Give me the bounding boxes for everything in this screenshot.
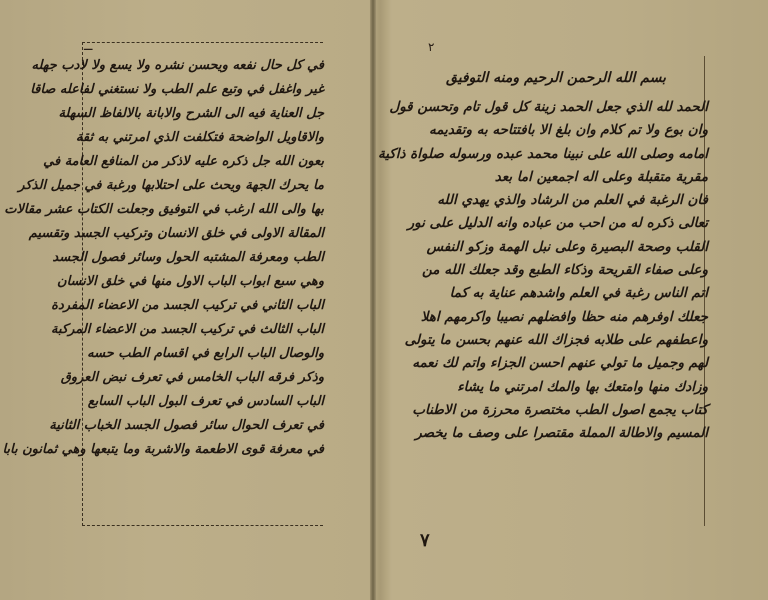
left-line: ﺍﻟﺒﺎﺏ ﺍﻟﺜﺎﻧﻲ ﻓﻲ ﺗﺮﻛﻴﺐ ﺍﻟﺠﺴﺪ ﻣﻦ ﺍﻻﻋﻀﺎﺀ ﺍﻟﻤﻔﺮﺩﺓ bbox=[51, 298, 324, 313]
left-line: ﻏﻴﺮ ﻭﺍﻏﻔﻞ ﻓﻲ ﻭﺗﻴﻊ ﻋﻠﻢ ﺍﻟﻄﺐ ﻭﻻ ﻧﺴﺘﻐﻨﻲ ﻟﻔﺎﻋﻠﻪ ﺻﺎﻗﺎ bbox=[30, 82, 324, 97]
left-line: ﺑﻬﺎ ﻭﺍﻟﻰ ﺍﻟﻠﻪ ﺍﺭﻏﺐ ﻓﻲ ﺍﻟﺘﻮﻓﻴﻖ ﻭﺟﻌﻠﺖ ﺍﻟﻜﺘﺎﺏ ﻋﺸﺮ ﻣﻘﺎﻻﺕ bbox=[4, 202, 324, 217]
left-line: ﺟﻞ ﺍﻟﻌﻨﺎﻳﺔ ﻓﻴﻪ ﺍﻟﻰ ﺍﻟﺸﺮﺡ ﻭﺍﻻﺑﺎﻧﺔ ﺑﺎﻻﻟﻔﺎﻅ ﺍﻟﺴﻬﻠﺔ bbox=[58, 106, 324, 121]
left-line: ﻭﺍﻟﻮﺻﺎﻝ ﺍﻟﺒﺎﺏ ﺍﻟﺮﺍﺑﻊ ﻓﻲ ﺍﻗﺴﺎﻡ ﺍﻟﻄﺐ ﺣﺴﻪ bbox=[87, 346, 324, 361]
right-line: ﻭﺯﺍﺩﻙ ﻣﻨﻬﺎ ﻭﺍﻣﺘﻌﻚ ﺑﻬﺎ ﻭﺍﻟﻤﻚ ﺍﻣﺮﺗﻨﻲ ﻣﺎ ﻳﺸﺎﺀ bbox=[457, 378, 708, 395]
right-line: ﻛﺘﺎﺏ ﻳﺠﻤﻊ ﺍﺻﻮﻝ ﺍﻟﻄﺐ ﻣﺨﺘﺼﺮﺓ ﻣﺤﺮﺯﺓ ﻣﻦ ﺍﻻﻃﻨﺎﺏ bbox=[412, 401, 708, 418]
left-line: ﺍﻟﻤﻘﺎﻟﺔ ﺍﻻﻭﻟﻰ ﻓﻲ ﺧﻠﻖ ﺍﻻﻧﺴﺎﻥ ﻭﺗﺮﻛﻴﺐ ﺍﻟﺠﺴﺪ ﻭﺗﻘﺴﻴﻢ bbox=[28, 226, 324, 241]
left-text-block bbox=[2, 54, 324, 462]
right-page bbox=[376, 0, 768, 600]
left-line: ﻣﺎ ﻳﺤﺮﻙ ﺍﻟﺠﻬﺔ ﻭﻳﺤﺚ ﻋﻠﻰ ﺍﺣﺘﻼﺑﻬﺎ ﻭﺭﻏﺒﺔ ﻓﻲ ﺟﻤﻴﻞ ﺍﻟﺬﻛﺮ bbox=[18, 178, 324, 193]
left-line: ﻭﻫﻲ ﺳﺒﻊ ﺍﺑﻮﺍﺏ ﺍﻟﺒﺎﺏ ﺍﻻﻭﻝ ﻣﻨﻬﺎ ﻓﻲ ﺧﻠﻖ ﺍﻻﻧﺴﺎﻥ bbox=[57, 274, 324, 289]
left-line: ﺑﻌﻮﻥ ﺍﻟﻠﻪ ﺟﻞ ﺫﻛﺮﻩ ﻋﻠﻴﻪ ﻻﺫﻛﺮ ﻣﻦ ﺍﻟﻤﻨﺎﻓﻊ ﺍﻟﻌﺎﻣﺔ ﻓﻲ bbox=[43, 154, 324, 169]
corner-mark: ـ bbox=[84, 38, 93, 54]
left-line: ﺍﻟﺒﺎﺏ ﺍﻟﺜﺎﻟﺚ ﻓﻲ ﺗﺮﻛﻴﺐ ﺍﻟﺠﺴﺪ ﻣﻦ ﺍﻻﻋﻀﺎﺀ ﺍﻟﻤﺮﻛﺒﺔ bbox=[51, 322, 324, 337]
page-number: ٧ bbox=[420, 530, 430, 551]
left-page bbox=[0, 0, 370, 600]
top-mark: ٢ bbox=[428, 40, 435, 54]
left-line: ﻓﻲ ﻣﻌﺮﻓﺔ ﻗﻮﻯ ﺍﻻﻃﻌﻤﺔ ﻭﺍﻻﺷﺮﺑﺔ ﻭﻣﺎ ﻳﺘﺒﻌﻬﺎ ﻭﻫﻲ ﺛﻤﺎﻧﻮﻥ ﺑﺎﺑﺎ bbox=[2, 442, 324, 457]
right-line: ﺍﻟﺤﻤﺪ ﻟﻠﻪ ﺍﻟﺬﻱ ﺟﻌﻞ ﺍﻟﺤﻤﺪ ﺯﻳﻨﺔ ﻛﻞ ﻗﻮﻝ ﺗﺎﻡ ﻭﺗﺤﺴﻦ ﻗﻮﻝ bbox=[389, 99, 708, 115]
right-line: ﺍﺗﻢ ﺍﻟﻨﺎﺱ ﺭﻏﺒﺔ ﻓﻲ ﺍﻟﻌﻠﻢ ﻭﺍﺷﺪﻫﻢ ﻋﻨﺎﻳﺔ ﺑﻪ ﻛﻤﺎ bbox=[449, 285, 708, 302]
right-line: ﻭﺍﻥ ﺑﻮﻉ ﻭﻻ ﺗﻢ ﻛﻼﻡ ﻭﺍﻥ ﺑﻠﻎ ﺍﻻ ﺑﺎﻓﺘﺘﺎﺣﻪ ﺑﻪ ﻭﺗﻘﺪﻳﻤﻪ bbox=[429, 122, 708, 139]
right-text-block bbox=[377, 96, 708, 445]
right-line: ﻭﻋﻠﻰ ﺻﻔﺎﺀ ﺍﻟﻘﺮﻳﺤﺔ ﻭﺫﻛﺎﺀ ﺍﻟﻄﺒﻊ ﻭﻗﺪ ﺟﻌﻠﻚ ﺍﻟﻠﻪ ﻣﻦ bbox=[422, 262, 708, 279]
right-line: ﺍﻣﺎﻣﻪ ﻭﺻﻠﻰ ﺍﻟﻠﻪ ﻋﻠﻰ ﻧﺒﻴﻨﺎ ﻣﺤﻤﺪ ﻋﺒﺪﻩ ﻭﺭﺳﻮﻟﻪ ﺻﻠﻮﺍﺓ ﺫﺍﻛﻴﺔ bbox=[377, 145, 708, 162]
right-line: ﺗﻌﺎﻟﻰ ﺫﻛﺮﻩ ﻟﻪ ﻣﻦ ﺍﺣﺐ ﻣﻦ ﻋﺒﺎﺩﻩ ﻭﺍﻧﻪ ﺍﻟﺪﻟﻴﻞ ﻋﻠﻰ ﻧﻮﺭ bbox=[407, 215, 708, 232]
left-line: ﻓﻲ ﺗﻌﺮﻑ ﺍﻟﺤﻮﺍﻝ ﺳﺎﺋﺮ ﻓﺼﻮﻝ ﺍﻟﺠﺴﺪ ﺍﻟﺨﺒﺎﺏ ﺍﻟﺜﺎﻧﻴﺔ bbox=[49, 418, 324, 433]
left-line: ﻓﻲ ﻛﻞ ﺣﺎﻝ ﻧﻔﻌﻪ ﻭﻳﺤﺴﻦ ﻧﺸﺮﻩ ﻭﻻ ﻳﺴﻊ ﻭﻻ ﻻﺩﺏ ﺟﻬﻠﻪ bbox=[31, 58, 324, 73]
left-line: ﻭﺫﻛﺮ ﻓﺮﻗﻪ ﺍﻟﺒﺎﺏ ﺍﻟﺨﺎﻣﺲ ﻓﻲ ﺗﻌﺮﻑ ﻧﺒﺾ ﺍﻟﻌﺮﻭﻕ bbox=[60, 370, 324, 385]
basmala-heading: ﺑﺴﻢ ﺍﻟﻠﻪ ﺍﻟﺮﺣﻤﻦ ﺍﻟﺮﺣﻴﻢ ﻭﻣﻨﻪ ﺍﻟﺘﻮﻓﻴﻖ bbox=[446, 70, 666, 86]
right-line: ﻓﺎﻥ ﺍﻟﺮﻏﺒﺔ ﻓﻲ ﺍﻟﻌﻠﻢ ﻣﻦ ﺍﻟﺮﺷﺎﺩ ﻭﺍﻟﺬﻱ ﻳﻬﺪﻱ ﺍﻟﻠﻪ bbox=[437, 192, 708, 209]
right-line: ﺍﻟﻘﻠﺐ ﻭﺻﺤﺔ ﺍﻟﺒﺼﻴﺮﺓ ﻭﻋﻠﻰ ﻧﺒﻞ ﺍﻟﻬﻤﺔ ﻭﺯﻛﻮ ﺍﻟﻨﻔﺲ bbox=[426, 238, 708, 255]
right-line: ﻟﻬﻢ ﻭﺟﻤﻴﻞ ﻣﺎ ﺗﻮﻟﻲ ﻋﻨﻬﻢ ﺍﺣﺴﻦ ﺍﻟﺠﺰﺍﺀ ﻭﺍﺗﻢ ﻟﻚ ﻧﻌﻤﻪ bbox=[412, 355, 708, 372]
right-line: ﻭﺍﻋﻄﻔﻬﻢ ﻋﻠﻰ ﻃﻼﺑﻪ ﻓﺠﺰﺍﻙ ﺍﻟﻠﻪ ﻋﻨﻬﻢ ﺑﺤﺴﻦ ﻣﺎ ﻳﺘﻮﻟﻰ bbox=[404, 331, 708, 348]
right-line: ﻣﻘﺮﻳﺔ ﻣﺘﻘﺒﻠﺔ ﻭﻋﻠﻰ ﺍﻟﻪ ﺍﺟﻤﻌﻴﻦ ﺍﻣﺎ ﺑﻌﺪ bbox=[494, 168, 708, 185]
left-line: ﺍﻟﺒﺎﺏ ﺍﻟﺴﺎﺩﺱ ﻓﻲ ﺗﻌﺮﻑ ﺍﻟﺒﻮﻝ ﺍﻟﺒﺎﺏ ﺍﻟﺴﺎﺑﻊ bbox=[87, 394, 324, 409]
left-line: ﻭﺍﻻﻗﺎﻭﻳﻞ ﺍﻟﻮﺍﺿﺤﺔ ﻓﺘﻜﻠﻔﺖ ﺍﻟﺬﻱ ﺍﻣﺮﺗﻨﻲ ﺑﻪ ﺛﻘﺔ bbox=[75, 130, 324, 145]
left-line: ﺍﻟﻄﺐ ﻭﻣﻌﺮﻓﺔ ﺍﻟﻤﺸﺘﺒﻪ ﺍﻟﺤﻮﻝ ﻭﺳﺎﺋﺮ ﻓﺼﻮﻝ ﺍﻟﺠﺴﺪ bbox=[52, 250, 324, 265]
right-line: ﺍﻟﻤﺴﻴﻢ ﻭﺍﻻﻃﺎﻟﺔ ﺍﻟﻤﻤﻠﺔ ﻣﻘﺘﺼﺮﺍ ﻋﻠﻰ ﻭﺻﻒ ﻣﺎ ﻳﺨﺼﺮ bbox=[415, 425, 708, 442]
right-line: ﺟﻌﻠﻚ ﺍﻭﻓﺮﻫﻢ ﻣﻨﻪ ﺣﻈﺎ ﻭﺍﻓﻀﻠﻬﻢ ﻧﺼﻴﺒﺎ ﻭﺍﻛﺮﻣﻬﻢ ﺍﻫﻼ bbox=[420, 308, 708, 325]
